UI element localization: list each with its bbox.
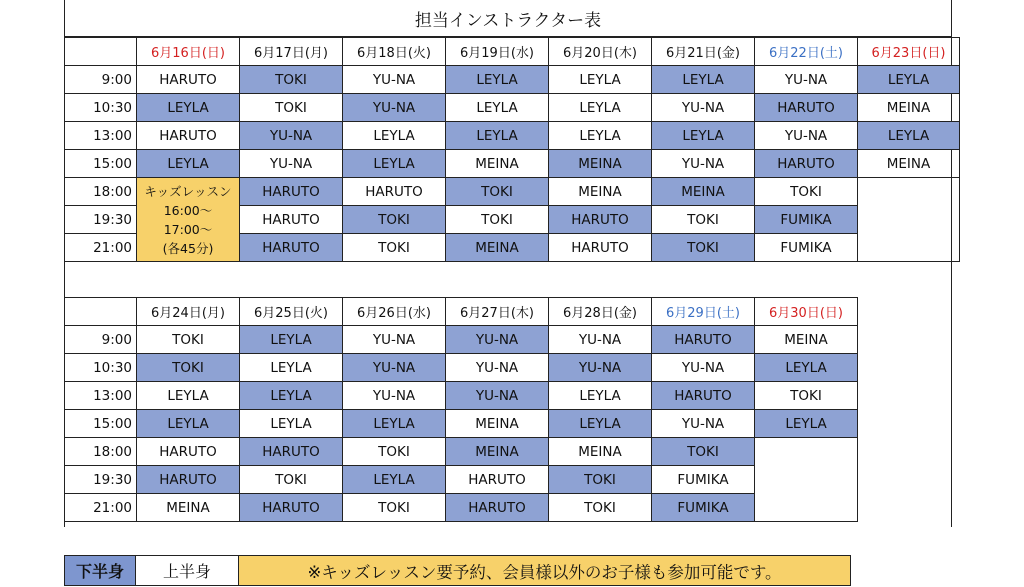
kids-lesson-line: 16:00〜 [163, 202, 213, 218]
instructor-cell: TOKI [549, 494, 652, 522]
instructor-cell: LEYLA [240, 382, 343, 410]
instructor-cell: TOKI [343, 438, 446, 466]
instructor-cell: HARUTO [137, 66, 240, 94]
instructor-cell: TOKI [652, 438, 755, 466]
time-slot: 21:00 [65, 494, 137, 522]
day-header: 6月23日(日) [858, 38, 960, 66]
instructor-cell: MEINA [446, 150, 549, 178]
day-header: 6月29日(土) [652, 298, 755, 326]
instructor-cell: YU-NA [343, 94, 446, 122]
instructor-cell: LEYLA [549, 122, 652, 150]
instructor-cell: YU-NA [240, 150, 343, 178]
instructor-cell: YU-NA [446, 326, 549, 354]
instructor-cell: YU-NA [652, 94, 755, 122]
instructor-cell: LEYLA [137, 382, 240, 410]
time-slot: 10:30 [65, 354, 137, 382]
schedule-row [65, 66, 960, 94]
instructor-cell: YU-NA [652, 354, 755, 382]
empty-cell [858, 178, 960, 262]
schedule-row [65, 326, 858, 354]
header-corner [65, 38, 137, 66]
schedule-row [65, 382, 858, 410]
instructor-cell: HARUTO [446, 494, 549, 522]
header-corner [65, 298, 137, 326]
day-header: 6月22日(土) [755, 38, 858, 66]
instructor-cell: YU-NA [652, 150, 755, 178]
instructor-cell: TOKI [549, 466, 652, 494]
instructor-cell: TOKI [137, 326, 240, 354]
instructor-cell: MEINA [446, 410, 549, 438]
day-header: 6月18日(火) [343, 38, 446, 66]
page-title: 担当インストラクター表 [64, 0, 952, 37]
time-slot: 15:00 [65, 150, 137, 178]
schedule-row [65, 438, 858, 466]
instructor-cell: TOKI [137, 354, 240, 382]
kids-lesson-note: ※キッズレッスン要予約、会員様以外のお子様も参加可能です。 [238, 555, 851, 586]
instructor-cell: YU-NA [343, 66, 446, 94]
schedule-row [65, 122, 960, 150]
instructor-cell: HARUTO [240, 178, 343, 206]
instructor-cell: LEYLA [652, 66, 755, 94]
day-header: 6月27日(木) [446, 298, 549, 326]
instructor-cell: YU-NA [343, 354, 446, 382]
instructor-cell: HARUTO [652, 326, 755, 354]
instructor-cell: LEYLA [137, 150, 240, 178]
instructor-cell: MEINA [652, 178, 755, 206]
schedule-row [65, 150, 960, 178]
instructor-cell: MEINA [858, 94, 960, 122]
instructor-cell: LEYLA [755, 354, 858, 382]
schedule-row [65, 94, 960, 122]
instructor-cell: HARUTO [755, 94, 858, 122]
instructor-cell: LEYLA [343, 410, 446, 438]
time-slot: 13:00 [65, 122, 137, 150]
instructor-cell: YU-NA [549, 326, 652, 354]
instructor-cell: TOKI [755, 178, 858, 206]
instructor-cell: YU-NA [549, 354, 652, 382]
kids-lesson-line: (各45分) [162, 240, 214, 256]
instructor-cell: YU-NA [446, 354, 549, 382]
time-slot: 21:00 [65, 234, 137, 262]
instructor-cell: HARUTO [240, 494, 343, 522]
instructor-cell: LEYLA [858, 122, 960, 150]
instructor-cell: MEINA [549, 178, 652, 206]
instructor-cell: HARUTO [549, 234, 652, 262]
instructor-cell: LEYLA [549, 410, 652, 438]
time-slot: 9:00 [65, 326, 137, 354]
empty-cell [755, 438, 858, 522]
kids-lesson-cell [137, 178, 240, 262]
time-slot: 19:30 [65, 206, 137, 234]
day-header: 6月24日(月) [137, 298, 240, 326]
kids-lesson-line: 17:00〜 [163, 221, 213, 237]
instructor-cell: MEINA [858, 150, 960, 178]
instructor-cell: YU-NA [343, 326, 446, 354]
instructor-cell: FUMIKA [652, 466, 755, 494]
day-header: 6月21日(金) [652, 38, 755, 66]
instructor-cell: LEYLA [240, 410, 343, 438]
instructor-cell: HARUTO [755, 150, 858, 178]
instructor-cell: HARUTO [652, 382, 755, 410]
instructor-cell: YU-NA [755, 66, 858, 94]
day-header: 6月19日(水) [446, 38, 549, 66]
time-slot: 13:00 [65, 382, 137, 410]
instructor-cell: LEYLA [446, 94, 549, 122]
instructor-cell: MEINA [755, 326, 858, 354]
instructor-cell: HARUTO [240, 234, 343, 262]
instructor-cell: MEINA [549, 438, 652, 466]
time-slot: 19:30 [65, 466, 137, 494]
time-slot: 15:00 [65, 410, 137, 438]
week1-table [64, 37, 960, 262]
schedule-row [65, 494, 858, 522]
instructor-cell: HARUTO [240, 206, 343, 234]
instructor-cell: HARUTO [137, 122, 240, 150]
instructor-cell: LEYLA [755, 410, 858, 438]
instructor-cell: TOKI [446, 178, 549, 206]
week2-table [64, 297, 858, 522]
instructor-cell: LEYLA [446, 122, 549, 150]
kids-lesson-line: キッズレッスン [144, 183, 232, 199]
instructor-cell: LEYLA [549, 66, 652, 94]
instructor-cell: LEYLA [343, 466, 446, 494]
instructor-cell: YU-NA [652, 410, 755, 438]
instructor-cell: MEINA [549, 150, 652, 178]
schedule-row [65, 466, 858, 494]
instructor-cell: LEYLA [240, 354, 343, 382]
header-row [65, 38, 960, 66]
header-row [65, 298, 858, 326]
time-slot: 10:30 [65, 94, 137, 122]
instructor-cell: TOKI [343, 494, 446, 522]
time-slot: 18:00 [65, 438, 137, 466]
instructor-cell: MEINA [446, 234, 549, 262]
instructor-cell: LEYLA [652, 122, 755, 150]
instructor-cell: FUMIKA [652, 494, 755, 522]
day-header: 6月17日(月) [240, 38, 343, 66]
day-header: 6月16日(日) [137, 38, 240, 66]
instructor-cell: LEYLA [343, 122, 446, 150]
instructor-cell: HARUTO [137, 466, 240, 494]
instructor-cell: FUMIKA [755, 234, 858, 262]
day-header: 6月28日(金) [549, 298, 652, 326]
instructor-cell: LEYLA [446, 66, 549, 94]
instructor-cell: LEYLA [549, 382, 652, 410]
instructor-cell: LEYLA [549, 94, 652, 122]
instructor-cell: TOKI [343, 234, 446, 262]
instructor-cell: TOKI [240, 466, 343, 494]
instructor-cell: HARUTO [446, 466, 549, 494]
time-slot: 9:00 [65, 66, 137, 94]
instructor-cell: MEINA [446, 438, 549, 466]
instructor-cell: TOKI [240, 66, 343, 94]
instructor-cell: LEYLA [137, 410, 240, 438]
instructor-cell: YU-NA [343, 382, 446, 410]
instructor-cell: YU-NA [446, 382, 549, 410]
instructor-cell: LEYLA [137, 94, 240, 122]
day-header: 6月20日(木) [549, 38, 652, 66]
instructor-cell: TOKI [755, 382, 858, 410]
lower-body-legend: 下半身 [64, 555, 136, 586]
instructor-cell: LEYLA [343, 150, 446, 178]
day-header: 6月30日(日) [755, 298, 858, 326]
schedule-row [65, 354, 858, 382]
instructor-cell: YU-NA [755, 122, 858, 150]
instructor-cell: TOKI [446, 206, 549, 234]
instructor-cell: HARUTO [549, 206, 652, 234]
instructor-cell: HARUTO [343, 178, 446, 206]
instructor-cell: TOKI [652, 206, 755, 234]
instructor-cell: MEINA [137, 494, 240, 522]
instructor-cell: HARUTO [240, 438, 343, 466]
instructor-cell: HARUTO [137, 438, 240, 466]
schedule-row [65, 178, 960, 206]
instructor-cell: TOKI [652, 234, 755, 262]
time-slot: 18:00 [65, 178, 137, 206]
day-header: 6月25日(火) [240, 298, 343, 326]
upper-body-legend: 上半身 [135, 555, 239, 586]
instructor-cell: YU-NA [240, 122, 343, 150]
schedule-row [65, 410, 858, 438]
day-header: 6月26日(水) [343, 298, 446, 326]
instructor-cell: TOKI [343, 206, 446, 234]
instructor-cell: TOKI [240, 94, 343, 122]
instructor-cell: FUMIKA [755, 206, 858, 234]
instructor-cell: LEYLA [240, 326, 343, 354]
instructor-cell: LEYLA [858, 66, 960, 94]
